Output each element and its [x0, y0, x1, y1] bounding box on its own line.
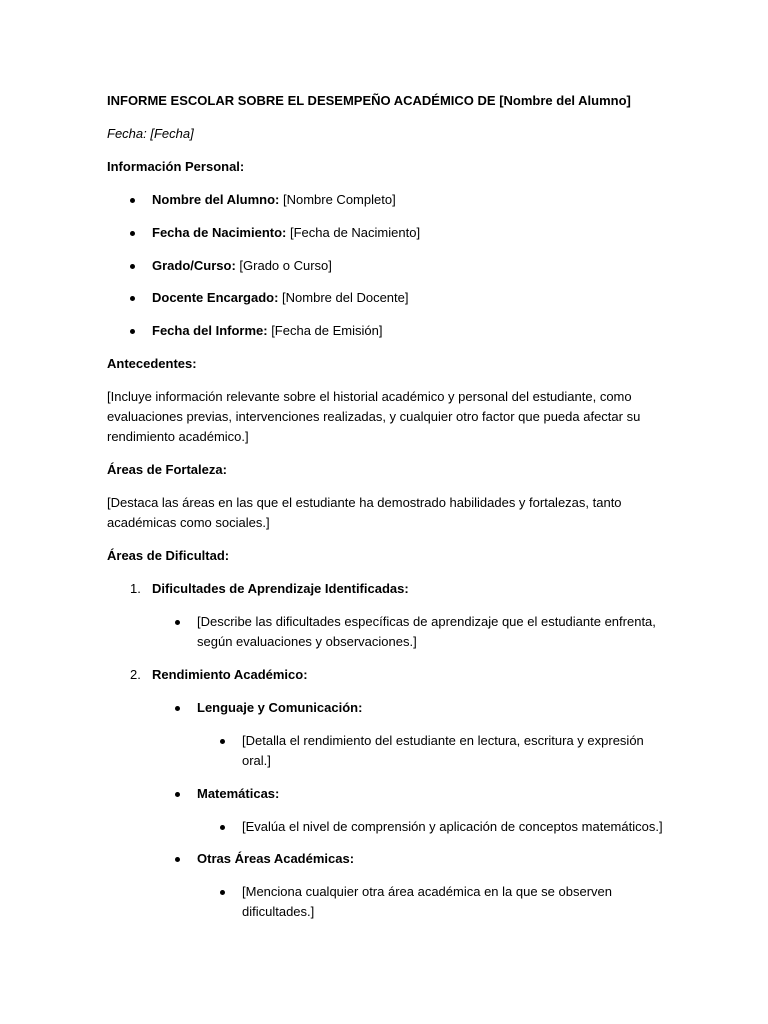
bullet-icon [175, 620, 180, 625]
paragraph-line: [Destaca las áreas en las que el estudiante ha demostrado habilidades y fortalezas, tanto [107, 495, 622, 510]
list-item [130, 288, 409, 308]
field-label: Docente Encargado: [152, 290, 279, 305]
bullet-text-line: [Evalúa el nivel de comprensión y aplicación de conceptos matemáticos.] [242, 819, 663, 834]
list-item [130, 223, 420, 243]
item-label: Rendimiento Académico: [152, 667, 308, 682]
bullet-icon [130, 296, 135, 301]
bullet-icon [130, 198, 135, 203]
field-label: Nombre del Alumno: [152, 192, 280, 207]
list-item [220, 882, 612, 922]
list-item [175, 784, 279, 804]
item-number: 2. [130, 667, 141, 682]
item-label: Dificultades de Aprendizaje Identificadas: [152, 581, 409, 596]
field-label: Grado/Curso: [152, 258, 236, 273]
bullet-icon [220, 739, 225, 744]
field-value: [Fecha de Nacimiento] [286, 225, 421, 240]
dificultad-heading: Áreas de Dificultad: [107, 548, 230, 563]
bullet-text-line: según evaluaciones y observaciones.] [197, 634, 417, 649]
bullet-text-line: [Menciona cualquier otra área académica en la que se observen [242, 884, 613, 899]
bullet-icon [130, 329, 135, 334]
list-item [220, 817, 663, 837]
bullet-text-line: [Describe las dificultades específicas de aprendizaje que el estudiante enfrenta, [197, 614, 656, 629]
field-value: [Fecha de Emisión] [267, 323, 383, 338]
report-date: Fecha: [Fecha] [107, 126, 194, 141]
bullet-icon [175, 706, 180, 711]
bullet-icon [220, 825, 225, 830]
subitem-label: Matemáticas: [197, 786, 280, 801]
list-item [130, 190, 396, 210]
bullet-icon [175, 792, 180, 797]
fortaleza-paragraph [107, 493, 647, 533]
item-number: 1. [130, 581, 141, 596]
field-value: [Grado o Curso] [235, 258, 332, 273]
personal-info-heading: Información Personal: [107, 159, 245, 174]
bullet-text-line: dificultades.] [242, 904, 315, 919]
list-item [220, 731, 644, 771]
list-item [175, 849, 354, 869]
numbered-item [130, 665, 308, 685]
fortaleza-heading: Áreas de Fortaleza: [107, 462, 227, 477]
bullet-icon [220, 890, 225, 895]
list-item [175, 612, 656, 652]
bullet-icon [130, 231, 135, 236]
list-item [175, 698, 362, 718]
list-item [130, 256, 332, 276]
field-label: Fecha de Nacimiento: [152, 225, 287, 240]
document-title: INFORME ESCOLAR SOBRE EL DESEMPEÑO ACADÉMICO DE [Nombre del Alumno] [107, 93, 631, 108]
field-value: [Nombre Completo] [279, 192, 396, 207]
paragraph-line: académicas como sociales.] [107, 515, 270, 530]
bullet-icon [130, 264, 135, 269]
paragraph-line: rendimiento académico.] [107, 429, 249, 444]
subitem-label: Lenguaje y Comunicación: [197, 700, 363, 715]
bullet-icon [175, 857, 180, 862]
field-label: Fecha del Informe: [152, 323, 268, 338]
antecedentes-heading: Antecedentes: [107, 356, 197, 371]
numbered-item [130, 579, 409, 599]
field-value: [Nombre del Docente] [278, 290, 409, 305]
bullet-text-line: [Detalla el rendimiento del estudiante en lectura, escritura y expresión [242, 733, 644, 748]
paragraph-line: [Incluye información relevante sobre el historial académico y personal del estudiante, como [107, 389, 632, 404]
antecedentes-paragraph [107, 387, 647, 447]
subitem-label: Otras Áreas Académicas: [197, 851, 355, 866]
paragraph-line: evaluaciones previas, intervenciones realizadas, y cualquier otro factor que pueda afectar su [107, 409, 641, 424]
bullet-text-line: oral.] [242, 753, 271, 768]
list-item [130, 321, 382, 341]
